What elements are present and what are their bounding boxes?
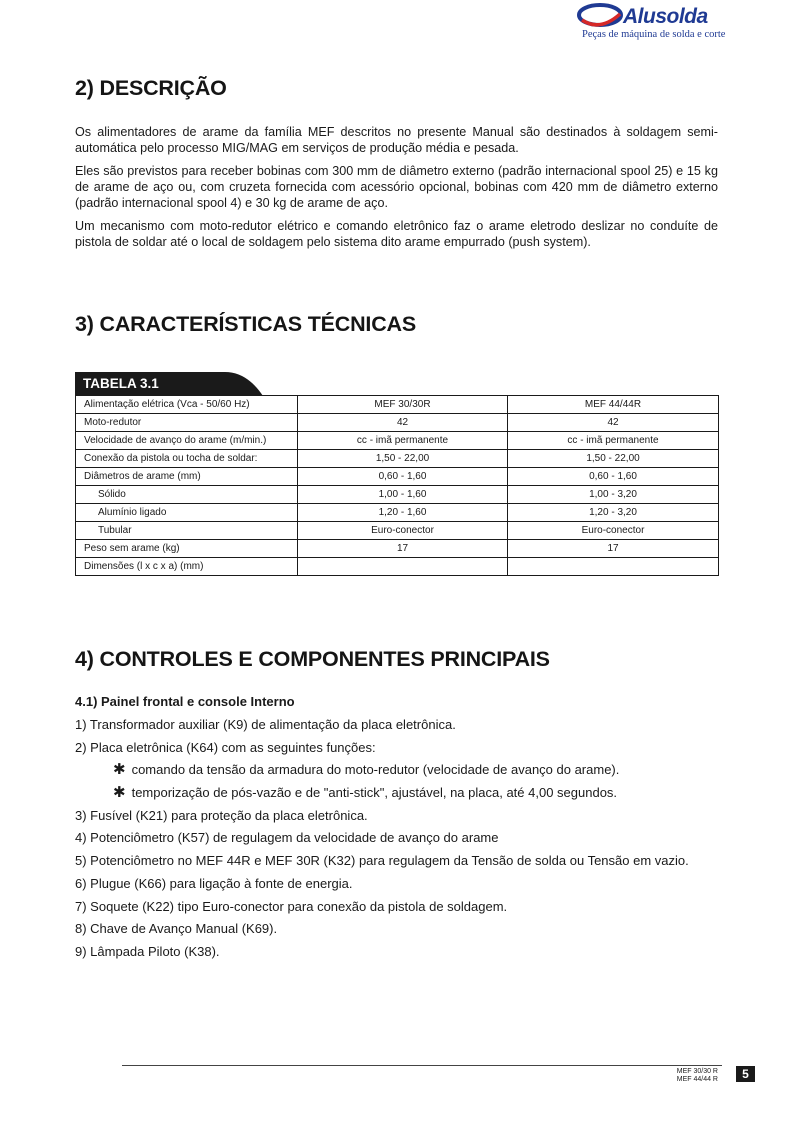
table-cell: 1,20 - 3,20: [508, 504, 719, 522]
table-cell: MEF 44/44R: [508, 396, 719, 414]
table-row: [76, 522, 719, 540]
footer-model: MEF 30/30 R: [676, 1068, 718, 1075]
list-item: 5) Potenciômetro no MEF 44R e MEF 30R (K32) para regulagem da Tensão de solda ou Tensão em vazio.: [75, 853, 689, 869]
table-row: [76, 486, 719, 504]
list-item-text: temporização de pós-vazão e de "anti-stick", ajustável, na placa, até 4,00 segundos.: [131, 785, 618, 801]
table-cell: 0,60 - 1,60: [508, 468, 719, 486]
asterisk-icon: ✱: [113, 761, 126, 779]
footer-model: MEF 44/44 R: [676, 1076, 718, 1083]
table-cell: 17: [298, 540, 508, 558]
footer-divider: [122, 1065, 722, 1066]
descricao-paragraph: Eles são previstos para receber bobinas com 300 mm de diâmetro externo (padrão internacional spool 25) e 15 kg de arame de aço ou, com cruzeta fornecida com acessório opcional, bobinas com 420 mm de diâmetro externo (padrão internacional spool 4) e 30 kg de arame de aço.: [75, 164, 718, 210]
list-item: [75, 782, 755, 805]
list-item: 8) Chave de Avanço Manual (K69).: [75, 921, 278, 937]
descricao-paragraph: Os alimentadores de arame da família MEF descritos no presente Manual são destinados à soldagem semi-automática pelo processo MIG/MAG em serviços de produção média e pesada.: [75, 125, 718, 155]
table-cell: 0,60 - 1,60: [298, 468, 508, 486]
table-cell: Moto-redutor: [76, 414, 298, 432]
list-item: [75, 759, 755, 782]
table-cell: 1,50 - 22,00: [298, 450, 508, 468]
table-cell: Diâmetros de arame (mm): [76, 468, 298, 486]
table-row: [76, 468, 719, 486]
table-cell: 42: [508, 414, 719, 432]
table-cell: Tubular: [76, 522, 298, 540]
list-item: 3) Fusível (K21) para proteção da placa eletrônica.: [75, 807, 368, 823]
swoosh-icon: [576, 2, 626, 30]
table-cell: 1,00 - 1,60: [298, 486, 508, 504]
table-row: [76, 396, 719, 414]
table-cell: Alimentação elétrica (Vca - 50/60 Hz): [76, 396, 298, 414]
asterisk-icon: ✱: [113, 784, 126, 802]
descricao-paragraph: Um mecanismo com moto-redutor elétrico e comando eletrônico faz o arame eletrodo deslizar no conduíte de pistola de soldar até o local de soldagem pelo sistema dito arame empurrado (push system).: [75, 219, 718, 249]
list-item: 7) Soquete (K22) tipo Euro-conector para conexão da pistola de soldagem.: [75, 898, 508, 914]
components-list: [75, 714, 755, 964]
table-cell: [508, 558, 719, 576]
table-cell: cc - imã permanente: [298, 432, 508, 450]
table-row: [76, 450, 719, 468]
table-label: TABELA 3.1: [83, 376, 159, 391]
list-item: 9) Lâmpada Piloto (K38).: [75, 943, 220, 959]
table-row: [76, 432, 719, 450]
table-cell: 1,50 - 22,00: [508, 450, 719, 468]
table-cell: 1,00 - 3,20: [508, 486, 719, 504]
table-cell: Alumínio ligado: [76, 504, 298, 522]
brand-name: Alusolda: [623, 5, 708, 28]
table-cell: Sólido: [76, 486, 298, 504]
table-row: [76, 504, 719, 522]
section-title-controles: 4) CONTROLES E COMPONENTES PRINCIPAIS: [75, 647, 550, 671]
table-cell: Euro-conector: [298, 522, 508, 540]
table-row: [76, 558, 719, 576]
list-item: 1) Transformador auxiliar (K9) de alimentação da placa eletrônica.: [75, 717, 456, 732]
table-cell: Peso sem arame (kg): [76, 540, 298, 558]
table-row: [76, 540, 719, 558]
table-row: [76, 414, 719, 432]
page-number: 5: [736, 1066, 755, 1082]
list-item-text: comando da tensão da armadura do moto-redutor (velocidade de avanço do arame).: [131, 762, 620, 778]
table-cell: Dimensões (l x c x a) (mm): [76, 558, 298, 576]
section-title-caracteristicas: 3) CARACTERÍSTICAS TÉCNICAS: [75, 312, 417, 336]
table-cell: Conexão da pistola ou tocha de soldar:: [76, 450, 298, 468]
brand-tagline: Peças de máquina de solda e corte: [582, 29, 726, 40]
table-cell: cc - imã permanente: [508, 432, 719, 450]
table-cell: Euro-conector: [508, 522, 719, 540]
list-item: 2) Placa eletrônica (K64) com as seguintes funções:: [75, 739, 376, 755]
spec-table: [75, 395, 719, 576]
table-label-tab: [75, 372, 265, 396]
table-cell: 17: [508, 540, 719, 558]
section-title-descricao: 2) DESCRIÇÃO: [75, 76, 227, 100]
table-cell: 42: [298, 414, 508, 432]
list-item: 6) Plugue (K66) para ligação à fonte de energia.: [75, 875, 353, 891]
table-cell: [298, 558, 508, 576]
subsection-title: 4.1) Painel frontal e console Interno: [75, 694, 295, 709]
list-item: 4) Potenciômetro (K57) de regulagem da velocidade de avanço do arame: [75, 830, 499, 846]
table-cell: Velocidade de avanço do arame (m/min.): [76, 432, 298, 450]
brand-logo: [576, 2, 726, 42]
table-cell: 1,20 - 1,60: [298, 504, 508, 522]
footer-models: [668, 1068, 718, 1084]
table-cell: MEF 30/30R: [298, 396, 508, 414]
